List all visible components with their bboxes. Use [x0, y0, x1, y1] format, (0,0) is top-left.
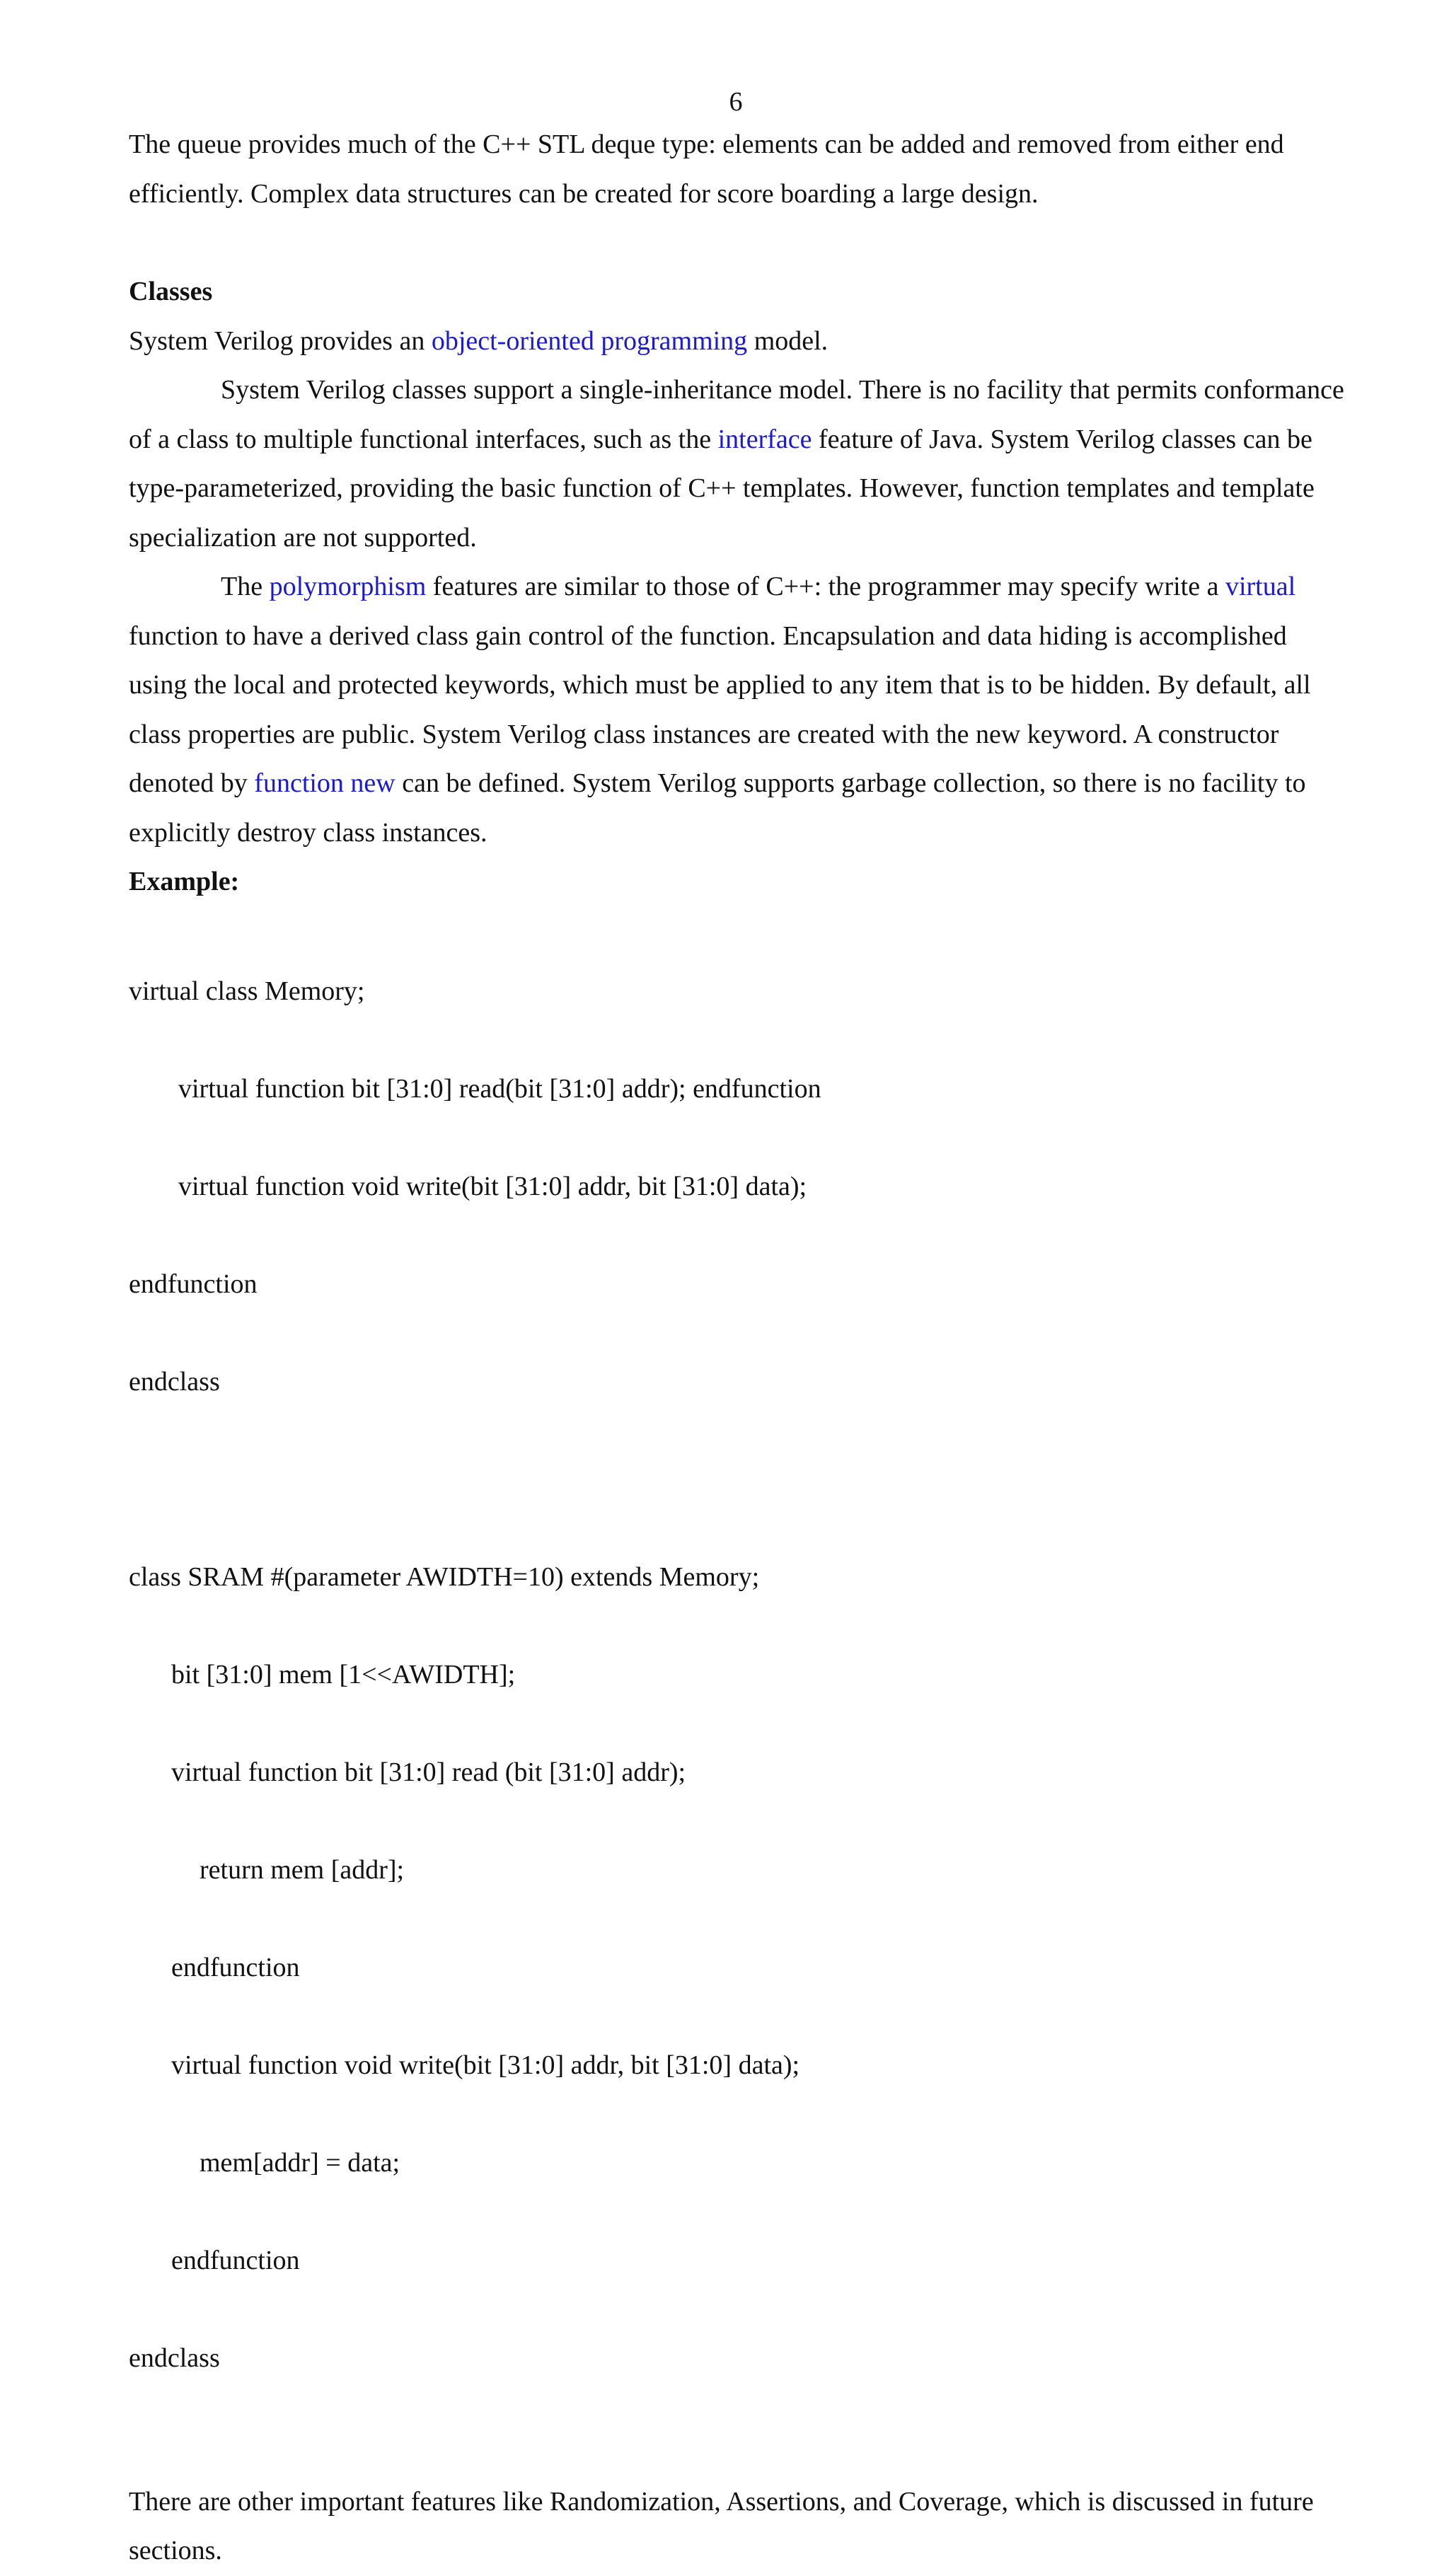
text-run: System Verilog classes support a single-inheritance model. There is no facility that permits conformance of a class to multiple functional interfaces, such as the	[129, 375, 1344, 454]
text-run: can be defined. System Verilog supports garbage collection, so there is no facility to explicitly destroy class instances.	[129, 768, 1306, 848]
code-line: return mem [addr];	[200, 1854, 405, 1885]
text-run: feature of Java. System Verilog classes can be type-parameterized, providing the basic function of C++ templates. However, function templates and template specialization are not supported.	[129, 424, 1315, 553]
code-line: virtual function void write(bit [31:0] addr, bit [31:0] data);	[178, 1171, 807, 1201]
section-heading-classes: Classes	[129, 277, 213, 306]
closing-paragraph: There are other important features like Randomization, Assertions, and Coverage, which is discussed in future sections.	[129, 2486, 1314, 2565]
text-run: features are similar to those of C++: the programmer may specify write a	[426, 572, 1225, 601]
code-spacer	[129, 1463, 1346, 1496]
page-content	[129, 120, 1346, 2576]
code-line: endfunction	[171, 2245, 300, 2275]
link-interface[interactable]: interface	[717, 424, 812, 454]
link-object-oriented-programming[interactable]: object-oriented programming	[431, 325, 748, 356]
text-run: System Verilog provides an	[129, 325, 432, 356]
text-run: model.	[747, 325, 829, 356]
code-line: endclass	[129, 2343, 220, 2373]
code-line: class SRAM #(parameter AWIDTH=10) extends Memory;	[129, 1561, 760, 1592]
example-label: Example:	[129, 867, 240, 896]
code-line: virtual function bit [31:0] read (bit [31:0] addr);	[171, 1757, 686, 1787]
code-line: endclass	[129, 1366, 220, 1397]
spacer	[129, 219, 1346, 267]
link-polymorphism[interactable]: polymorphism	[269, 572, 427, 601]
text-run: function to have a derived class gain control of the function. Encapsulation and data hiding is accomplished using the local and protected keywords, which must be applied to any item that is to be hidden. By default, all class properties are public. System Verilog class instances are created with the new keyword. A constructor denoted by	[129, 620, 1311, 798]
text-run: The	[221, 572, 270, 601]
page-number: 6	[729, 87, 743, 117]
link-function-new[interactable]: function new	[254, 768, 396, 798]
code-line: virtual function bit [31:0] read(bit [31:0] addr); endfunction	[178, 1073, 821, 1104]
intro-paragraph: The queue provides much of the C++ STL deque type: elements can be added and removed from either end efficiently. Complex data structures can be created for score boarding a large design.	[129, 129, 1284, 209]
code-line: endfunction	[129, 1269, 258, 1299]
code-line: mem[addr] = data;	[200, 2147, 400, 2178]
code-line: virtual function void write(bit [31:0] addr, bit [31:0] data);	[171, 2050, 800, 2080]
link-virtual[interactable]: virtual	[1225, 572, 1296, 601]
code-line: virtual class Memory;	[129, 976, 365, 1006]
code-line: bit [31:0] mem [1<<AWIDTH];	[171, 1659, 516, 1690]
classes-paragraph-2	[129, 366, 1346, 562]
code-example	[129, 910, 1346, 2439]
code-line: endfunction	[171, 1952, 300, 1982]
classes-paragraph-1	[129, 317, 1346, 366]
classes-paragraph-3	[129, 562, 1346, 857]
